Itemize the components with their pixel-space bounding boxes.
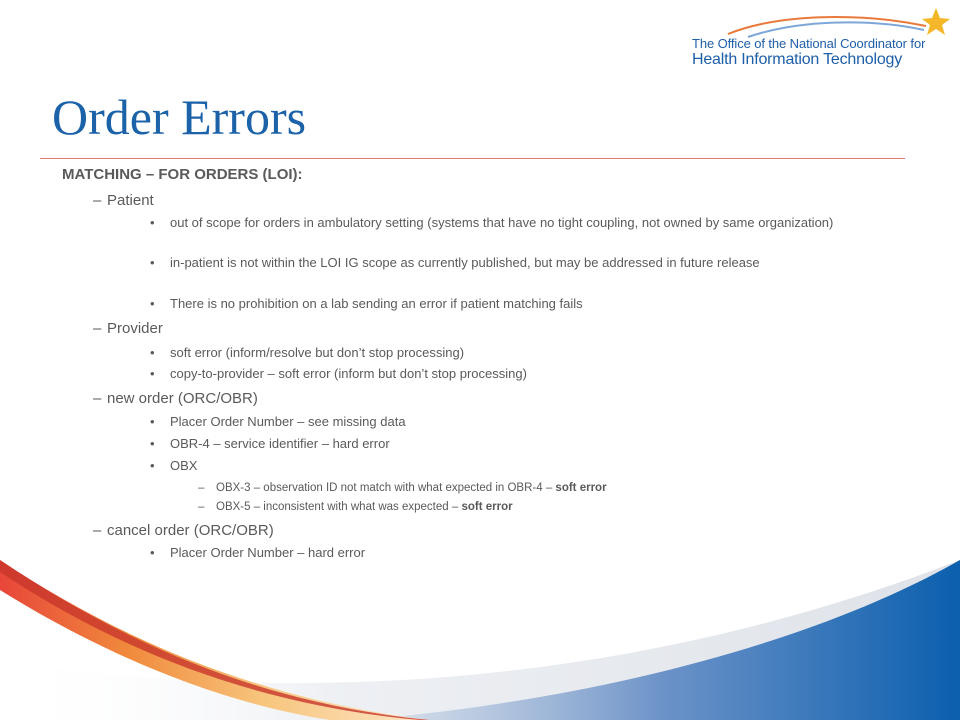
section-heading: MATCHING – FOR ORDERS (LOI): bbox=[62, 166, 303, 183]
item-label: Provider bbox=[107, 320, 163, 337]
item-emphasis: soft error bbox=[461, 501, 513, 513]
list-item-level2 bbox=[150, 296, 890, 311]
item-emphasis: soft error bbox=[555, 482, 607, 494]
item-label: Patient bbox=[107, 192, 154, 209]
bullet-marker: • bbox=[150, 366, 155, 381]
list-item-level2 bbox=[150, 255, 890, 270]
bullet-marker: • bbox=[150, 296, 155, 311]
bullet-marker: • bbox=[150, 545, 155, 560]
item-label: new order (ORC/OBR) bbox=[107, 390, 258, 407]
item-text: OBX-5 – inconsistent with what was expected – bbox=[216, 501, 462, 513]
item-text: out of scope for orders in ambulatory setting (systems that have no tight coupling, not owned by same organization) bbox=[170, 215, 834, 230]
item-text: soft error (inform/resolve but don’t stop processing) bbox=[170, 345, 465, 360]
list-item-level1 bbox=[93, 390, 258, 407]
list-item-level2 bbox=[150, 436, 890, 451]
bullet-marker: • bbox=[150, 215, 155, 230]
item-text: Placer Order Number – see missing data bbox=[170, 414, 406, 429]
list-item-level1 bbox=[93, 192, 154, 209]
list-item-level1 bbox=[93, 522, 274, 539]
title-divider bbox=[40, 158, 905, 159]
slide-title: Order Errors bbox=[52, 89, 307, 145]
item-label: cancel order (ORC/OBR) bbox=[107, 522, 274, 539]
dash-marker: – bbox=[198, 501, 205, 513]
bullet-marker: • bbox=[150, 436, 155, 451]
list-item-level3 bbox=[198, 501, 513, 513]
list-item-level3 bbox=[198, 482, 607, 494]
item-text: OBX-3 – observation ID not match with what expected in OBR-4 – bbox=[216, 482, 556, 494]
logo-line1: The Office of the National Coordinator for bbox=[692, 36, 926, 51]
bullet-marker: • bbox=[150, 255, 155, 270]
dash-marker: – bbox=[93, 320, 102, 337]
list-item-level1 bbox=[93, 320, 163, 337]
dash-marker: – bbox=[93, 192, 102, 209]
item-text: Placer Order Number – hard error bbox=[170, 545, 366, 560]
list-item-level2 bbox=[150, 545, 890, 560]
list-item-level2 bbox=[150, 345, 890, 360]
logo-line2: Health Information Technology bbox=[692, 51, 903, 68]
list-item-level2 bbox=[150, 458, 890, 473]
dash-marker: – bbox=[93, 522, 102, 539]
dash-marker: – bbox=[198, 482, 205, 494]
item-text: copy-to-provider – soft error (inform but don’t stop processing) bbox=[170, 366, 527, 381]
item-text: OBX bbox=[170, 458, 198, 473]
item-text: There is no prohibition on a lab sending an error if patient matching fails bbox=[170, 296, 583, 311]
onc-logo bbox=[688, 6, 950, 68]
item-text: OBR-4 – service identifier – hard error bbox=[170, 436, 390, 451]
bullet-marker: • bbox=[150, 458, 155, 473]
item-text: in-patient is not within the LOI IG scope as currently published, but may be addressed in future release bbox=[170, 255, 760, 270]
bullet-marker: • bbox=[150, 345, 155, 360]
list-item-level2 bbox=[150, 414, 890, 429]
list-item-level2 bbox=[150, 366, 890, 381]
bullet-marker: • bbox=[150, 414, 155, 429]
dash-marker: – bbox=[93, 390, 102, 407]
list-item-level2 bbox=[150, 215, 890, 230]
